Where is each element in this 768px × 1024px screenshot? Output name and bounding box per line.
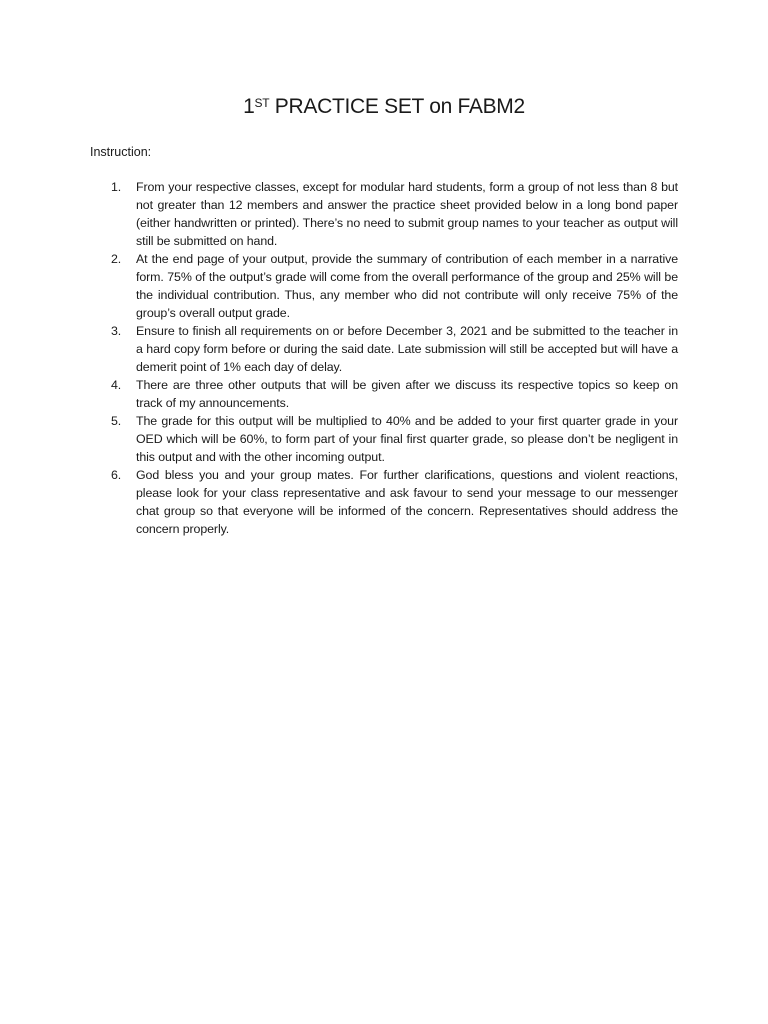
instruction-item [108,178,678,250]
item-number: 1. [111,180,122,194]
page-title [0,92,768,122]
item-number: 3. [111,324,122,338]
item-text: The grade for this output will be multiplied to 40% and be added to your first quarter grade in your OED which will be 60%, to form part of your final first quarter grade, so please don’t be negligent in this output and with the other incoming output. [136,414,678,464]
item-text: There are three other outputs that will be given after we discuss its respective topics so keep on track of my announcements. [136,378,678,410]
item-text: Ensure to finish all requirements on or before December 3, 2021 and be submitted to the teacher in a hard copy form before or during the said date. Late submission will still be accepted but will have a demerit point of 1% each day of delay. [136,324,678,374]
instruction-item [108,250,678,322]
instruction-list [108,178,678,538]
instruction-item [108,466,678,538]
item-number: 6. [111,468,122,482]
item-text: From your respective classes, except for modular hard students, form a group of not less than 8 but not greater than 12 members and answer the practice sheet provided below in a long bond paper (either handwritten or printed). There’s no need to submit group names to your teacher as output will still be submitted on hand. [136,180,678,248]
title-superscript: ST [254,96,270,110]
instruction-label: Instruction: [90,145,152,159]
item-text: At the end page of your output, provide the summary of contribution of each member in a narrative form. 75% of the output’s grade will come from the overall performance of the group and 25% will be the individual contribution. Thus, any member who did not contribute will only receive 75% of the group’s overall output grade. [136,252,678,320]
item-number: 4. [111,378,122,392]
instruction-item [108,412,678,466]
instruction-item [108,376,678,412]
instruction-item [108,322,678,376]
title-prefix: 1 [243,95,255,118]
item-text: God bless you and your group mates. For further clarifications, questions and violent reactions, please look for your class representative and ask favour to send your message to our messenger chat group so that everyone will be informed of the concern. Representatives should address the concern properly. [136,468,678,536]
item-number: 2. [111,252,122,266]
item-number: 5. [111,414,122,428]
title-rest: PRACTICE SET on FABM2 [269,95,525,118]
